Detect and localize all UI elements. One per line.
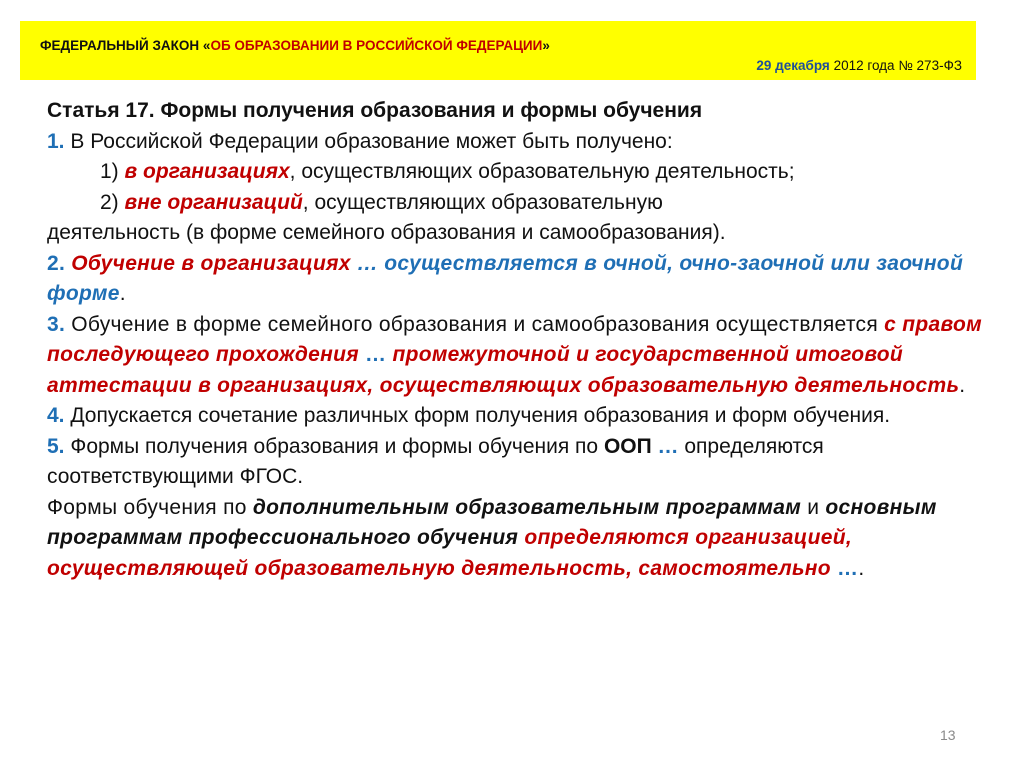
paragraph-4: 4. Допускается сочетание различных форм получения образования и форм обучения. xyxy=(47,404,891,427)
law-date: 29 декабря 2012 года № 273-ФЗ xyxy=(756,58,962,73)
paragraph-1-item-2: 2) вне организаций, осуществляющих образовательную xyxy=(100,190,663,214)
header-banner xyxy=(20,21,976,80)
article-body xyxy=(47,96,987,584)
article-title: Статья 17. Формы получения образования и формы обучения xyxy=(47,99,703,122)
paragraph-2: 2. Обучение в организациях … осуществляется в очной, очно-заочной или заочной форме. xyxy=(47,251,964,305)
paragraph-1-item-2-cont: деятельность (в форме семейного образования и самообразования). xyxy=(47,221,726,244)
paragraph-5: 5. Формы получения образования и формы обучения по ООП … определяются соответствующими ФГОС. xyxy=(47,434,824,488)
law-title: ФЕДЕРАЛЬНЫЙ ЗАКОН «ОБ ОБРАЗОВАНИИ В РОССИЙСКОЙ ФЕДЕРАЦИИ» xyxy=(40,38,550,53)
paragraph-1: 1. В Российской Федерации образование может быть получено: xyxy=(47,129,673,153)
page-number: 13 xyxy=(940,727,956,743)
paragraph-1-item-1: 1) в организациях, осуществляющих образовательную деятельность; xyxy=(100,160,795,183)
paragraph-3: 3. Обучение в форме семейного образования и самообразования осуществляется с правом последующего прохождения … промежуточной и государственной итоговой аттестации в организациях, осуществляющих образовательную деятельность. xyxy=(47,312,982,397)
paragraph-6: Формы обучения по дополнительным образовательным программам и основным программам профессионального обучения определяются организацией, осуществляющей образовательную деятельность, самостоятельно …. xyxy=(47,495,937,580)
law-name: ОБ ОБРАЗОВАНИИ В РОССИЙСКОЙ ФЕДЕРАЦИИ xyxy=(210,38,543,53)
